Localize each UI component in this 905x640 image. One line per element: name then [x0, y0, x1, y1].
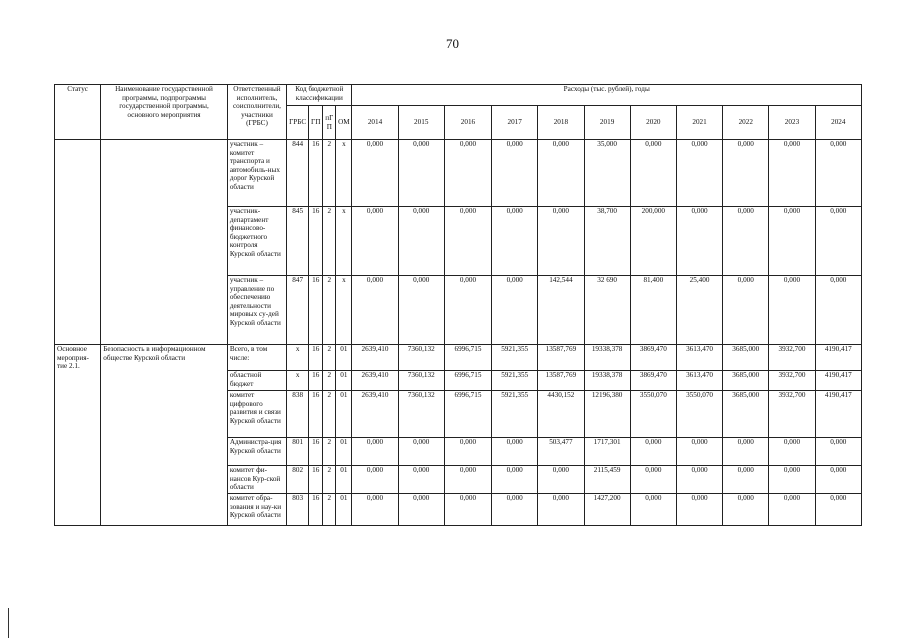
page-number: 70: [446, 36, 459, 51]
value-cell-2014: 0,000: [352, 276, 398, 345]
responsible-cell: участник-департамент финансово-бюджетного контроля Курской области: [227, 207, 286, 276]
name-cell: Безопасность в информационном обществе Курской области: [101, 345, 228, 371]
value-cell-2020: 0,000: [630, 466, 676, 494]
code-cell: 838: [287, 391, 309, 438]
value-cell-2024: 4190,417: [815, 371, 861, 391]
header-year-2020: 2020: [630, 106, 676, 140]
value-cell-2016: 0,000: [444, 207, 491, 276]
responsible-cell: Всего, в том числе:: [227, 345, 286, 371]
value-cell-2016: 6996,715: [444, 391, 491, 438]
name-cell: [101, 140, 228, 207]
header-code-3: ОМ: [336, 106, 352, 140]
code-cell: х: [287, 371, 309, 391]
header-code-1: ГП: [309, 106, 323, 140]
value-cell-2022: 3685,000: [723, 345, 769, 371]
table-row: [55, 494, 862, 526]
code-cell: 01: [336, 438, 352, 466]
name-cell: [101, 276, 228, 345]
value-cell-2018: 4430,152: [538, 391, 584, 438]
value-cell-2016: 0,000: [444, 276, 491, 345]
code-cell: 803: [287, 494, 309, 526]
table-row: [55, 391, 862, 438]
header-year-2019: 2019: [584, 106, 630, 140]
name-cell: [101, 466, 228, 494]
value-cell-2018: 13587,769: [538, 371, 584, 391]
status-cell: [55, 391, 101, 438]
value-cell-2024: 0,000: [815, 140, 861, 207]
table-row: [55, 371, 862, 391]
value-cell-2021: 0,000: [676, 466, 722, 494]
value-cell-2016: 0,000: [444, 466, 491, 494]
code-cell: 01: [336, 345, 352, 371]
value-cell-2021: 3550,070: [676, 391, 722, 438]
value-cell-2023: 0,000: [769, 466, 815, 494]
value-cell-2015: 7360,132: [398, 391, 444, 438]
code-cell: 2: [323, 207, 336, 276]
header-code-0: ГРБС: [287, 106, 309, 140]
value-cell-2017: 0,000: [492, 494, 538, 526]
table-row: [55, 207, 862, 276]
value-cell-2015: 7360,132: [398, 371, 444, 391]
value-cell-2014: 0,000: [352, 466, 398, 494]
value-cell-2014: 0,000: [352, 494, 398, 526]
name-cell: [101, 371, 228, 391]
status-cell: [55, 276, 101, 345]
code-cell: 2: [323, 466, 336, 494]
header-code-2: пГП: [323, 106, 336, 140]
value-cell-2015: 0,000: [398, 466, 444, 494]
value-cell-2017: 0,000: [492, 466, 538, 494]
name-cell: [101, 391, 228, 438]
name-cell: [101, 438, 228, 466]
code-cell: 16: [309, 371, 323, 391]
code-cell: 16: [309, 494, 323, 526]
value-cell-2023: 0,000: [769, 140, 815, 207]
value-cell-2019: 38,700: [584, 207, 630, 276]
value-cell-2018: 0,000: [538, 140, 584, 207]
value-cell-2018: 503,477: [538, 438, 584, 466]
value-cell-2016: 0,000: [444, 494, 491, 526]
value-cell-2023: 0,000: [769, 276, 815, 345]
value-cell-2017: 0,000: [492, 276, 538, 345]
value-cell-2024: 0,000: [815, 466, 861, 494]
value-cell-2014: 2639,410: [352, 345, 398, 371]
responsible-cell: комитет фи-нансов Кур-ской области: [227, 466, 286, 494]
value-cell-2018: 0,000: [538, 207, 584, 276]
value-cell-2023: 0,000: [769, 207, 815, 276]
code-cell: 16: [309, 391, 323, 438]
value-cell-2020: 200,000: [630, 207, 676, 276]
code-cell: х: [336, 140, 352, 207]
code-cell: 01: [336, 391, 352, 438]
header-year-2018: 2018: [538, 106, 584, 140]
table-row: [55, 438, 862, 466]
value-cell-2014: 0,000: [352, 207, 398, 276]
value-cell-2023: 3932,700: [769, 391, 815, 438]
value-cell-2024: 0,000: [815, 438, 861, 466]
value-cell-2019: 32 690: [584, 276, 630, 345]
value-cell-2017: 0,000: [492, 438, 538, 466]
code-cell: 2: [323, 276, 336, 345]
code-cell: 2: [323, 371, 336, 391]
budget-table: [54, 84, 862, 526]
header-year-2022: 2022: [723, 106, 769, 140]
value-cell-2023: 0,000: [769, 494, 815, 526]
value-cell-2021: 0,000: [676, 494, 722, 526]
value-cell-2015: 7360,132: [398, 345, 444, 371]
value-cell-2024: 0,000: [815, 276, 861, 345]
responsible-cell: комитет обра-зования и нау-ки Курской области: [227, 494, 286, 526]
value-cell-2021: 0,000: [676, 438, 722, 466]
value-cell-2018: 13587,769: [538, 345, 584, 371]
value-cell-2024: 4190,417: [815, 345, 861, 371]
table-row: [55, 276, 862, 345]
code-cell: 16: [309, 207, 323, 276]
value-cell-2016: 0,000: [444, 438, 491, 466]
value-cell-2019: 19338,378: [584, 345, 630, 371]
header-responsible: Ответственный исполнитель, соисполнители, участники (ГРБС): [227, 85, 286, 140]
responsible-cell: Администра-ция Курской области: [227, 438, 286, 466]
value-cell-2016: 6996,715: [444, 371, 491, 391]
value-cell-2021: 3613,470: [676, 371, 722, 391]
status-cell: [55, 207, 101, 276]
value-cell-2015: 0,000: [398, 438, 444, 466]
value-cell-2021: 0,000: [676, 207, 722, 276]
header-expenses-group: Расходы (тыс. рублей), годы: [352, 85, 862, 106]
value-cell-2021: 0,000: [676, 140, 722, 207]
header-year-2021: 2021: [676, 106, 722, 140]
code-cell: 16: [309, 466, 323, 494]
header-year-2015: 2015: [398, 106, 444, 140]
status-cell: [55, 494, 101, 526]
code-cell: 01: [336, 371, 352, 391]
value-cell-2018: 142,544: [538, 276, 584, 345]
value-cell-2019: 19338,378: [584, 371, 630, 391]
value-cell-2017: 0,000: [492, 140, 538, 207]
value-cell-2014: 2639,410: [352, 371, 398, 391]
code-cell: 16: [309, 276, 323, 345]
value-cell-2021: 25,400: [676, 276, 722, 345]
value-cell-2023: 3932,700: [769, 345, 815, 371]
value-cell-2023: 0,000: [769, 438, 815, 466]
header-status: Статус: [55, 85, 101, 140]
name-cell: [101, 494, 228, 526]
header-year-2014: 2014: [352, 106, 398, 140]
value-cell-2022: 3685,000: [723, 371, 769, 391]
value-cell-2019: 35,000: [584, 140, 630, 207]
value-cell-2015: 0,000: [398, 494, 444, 526]
table-row: [55, 140, 862, 207]
value-cell-2024: 0,000: [815, 207, 861, 276]
value-cell-2017: 5921,355: [492, 391, 538, 438]
code-cell: х: [287, 345, 309, 371]
margin-line: [8, 608, 9, 638]
code-cell: 845: [287, 207, 309, 276]
header-year-2017: 2017: [492, 106, 538, 140]
status-cell: [55, 466, 101, 494]
value-cell-2016: 0,000: [444, 140, 491, 207]
code-cell: 844: [287, 140, 309, 207]
code-cell: х: [336, 276, 352, 345]
value-cell-2020: 0,000: [630, 438, 676, 466]
value-cell-2015: 0,000: [398, 140, 444, 207]
value-cell-2019: 2115,459: [584, 466, 630, 494]
responsible-cell: областной бюджет: [227, 371, 286, 391]
value-cell-2016: 6996,715: [444, 345, 491, 371]
status-cell: [55, 438, 101, 466]
value-cell-2014: 0,000: [352, 140, 398, 207]
status-cell: [55, 140, 101, 207]
code-cell: 2: [323, 391, 336, 438]
code-cell: 16: [309, 345, 323, 371]
value-cell-2020: 3550,070: [630, 391, 676, 438]
table-row: [55, 345, 862, 371]
value-cell-2020: 81,400: [630, 276, 676, 345]
header-year-2023: 2023: [769, 106, 815, 140]
value-cell-2018: 0,000: [538, 466, 584, 494]
table-header: [55, 85, 862, 140]
value-cell-2021: 3613,470: [676, 345, 722, 371]
table-body: [55, 140, 862, 526]
code-cell: 2: [323, 438, 336, 466]
value-cell-2017: 0,000: [492, 207, 538, 276]
value-cell-2017: 5921,355: [492, 371, 538, 391]
value-cell-2020: 0,000: [630, 494, 676, 526]
value-cell-2018: 0,000: [538, 494, 584, 526]
status-cell: [55, 371, 101, 391]
value-cell-2022: 0,000: [723, 466, 769, 494]
name-cell: [101, 207, 228, 276]
code-cell: 16: [309, 140, 323, 207]
value-cell-2015: 0,000: [398, 207, 444, 276]
value-cell-2022: 0,000: [723, 494, 769, 526]
code-cell: 802: [287, 466, 309, 494]
code-cell: 01: [336, 466, 352, 494]
header-name: Наименование государственной программы, подпрограммы государственной программы, основного мероприятия: [101, 85, 228, 140]
code-cell: 2: [323, 345, 336, 371]
value-cell-2015: 0,000: [398, 276, 444, 345]
value-cell-2022: 0,000: [723, 276, 769, 345]
value-cell-2014: 0,000: [352, 438, 398, 466]
code-cell: 16: [309, 438, 323, 466]
value-cell-2023: 3932,700: [769, 371, 815, 391]
value-cell-2019: 1427,200: [584, 494, 630, 526]
value-cell-2024: 4190,417: [815, 391, 861, 438]
value-cell-2017: 5921,355: [492, 345, 538, 371]
code-cell: х: [336, 207, 352, 276]
value-cell-2022: 0,000: [723, 438, 769, 466]
code-cell: 01: [336, 494, 352, 526]
responsible-cell: комитет цифрового развития и связи Курской области: [227, 391, 286, 438]
value-cell-2014: 2639,410: [352, 391, 398, 438]
value-cell-2022: 0,000: [723, 140, 769, 207]
responsible-cell: участник – комитет транспорта и автомобиль-ных дорог Курской области: [227, 140, 286, 207]
value-cell-2020: 3869,470: [630, 345, 676, 371]
header-year-2016: 2016: [444, 106, 491, 140]
code-cell: 2: [323, 494, 336, 526]
code-cell: 847: [287, 276, 309, 345]
header-code-group: Код бюджетной классификации: [287, 85, 352, 106]
status-cell: Основное мероприя-тие 2.1.: [55, 345, 101, 371]
value-cell-2022: 3685,000: [723, 391, 769, 438]
responsible-cell: участник – управление по обеспечению деятельности мировых су-дей Курской области: [227, 276, 286, 345]
table-row: [55, 466, 862, 494]
value-cell-2020: 0,000: [630, 140, 676, 207]
header-year-2024: 2024: [815, 106, 861, 140]
value-cell-2019: 1717,301: [584, 438, 630, 466]
code-cell: 801: [287, 438, 309, 466]
value-cell-2020: 3869,470: [630, 371, 676, 391]
code-cell: 2: [323, 140, 336, 207]
value-cell-2019: 12196,380: [584, 391, 630, 438]
value-cell-2022: 0,000: [723, 207, 769, 276]
value-cell-2024: 0,000: [815, 494, 861, 526]
